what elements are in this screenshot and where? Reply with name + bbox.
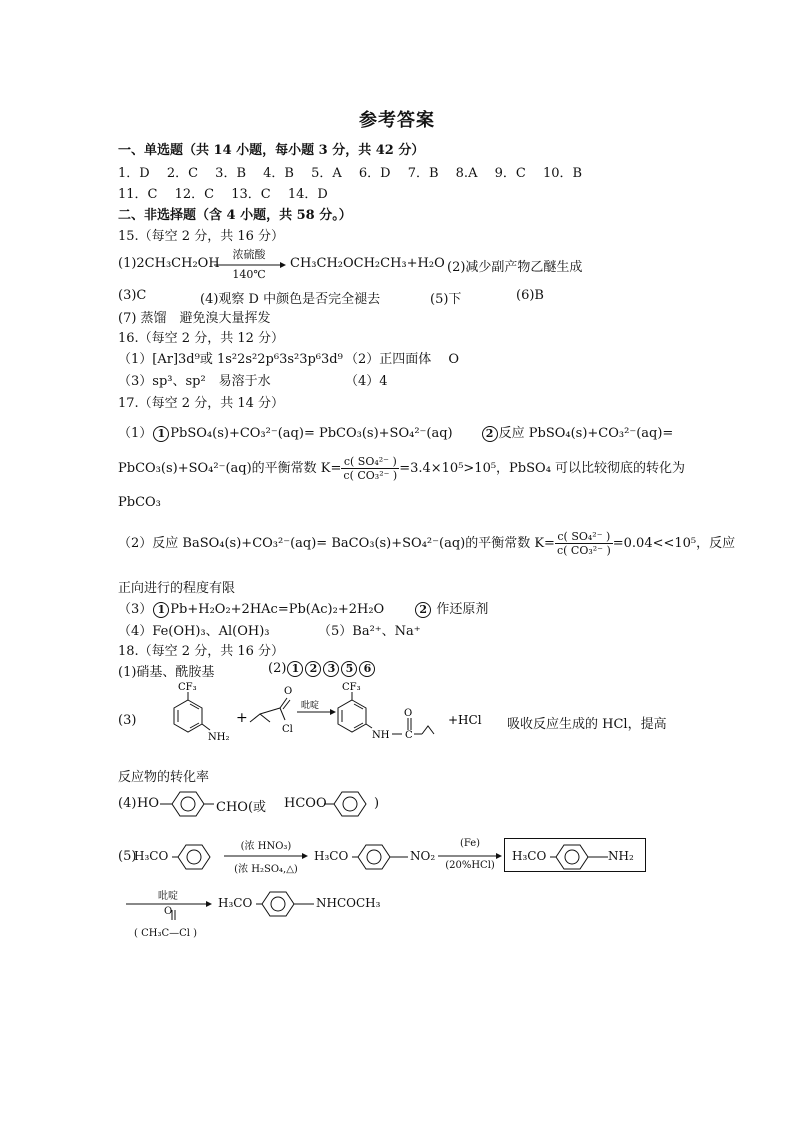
equilibrium-fraction <box>555 530 613 557</box>
benzene-ring-icon <box>550 840 612 874</box>
q17-a3-prefix: （3） <box>118 602 153 617</box>
q17-answer2-line2: 正向进行的程度有限 <box>118 581 236 596</box>
chlorine-label: Cl <box>282 724 293 735</box>
q15-answer7: (7) 蒸馏 避免溴大量挥发 <box>118 311 271 326</box>
acylation-condition-top: 吡啶 <box>158 891 178 902</box>
equilibrium-fraction <box>341 455 399 482</box>
q17-answer1-line2 <box>118 455 685 482</box>
benzene-ring-icon <box>256 887 318 921</box>
methoxy-label: H₃CO <box>134 849 169 863</box>
q17-a1-eq: PbSO₄(s)+CO₃²⁻(aq)= PbCO₃(s)+SO₄²⁻(aq) <box>170 426 453 441</box>
circled-number: 2 <box>482 426 498 442</box>
section1-answers-row2: 11．C 12．C 13．C 14．D <box>118 187 328 202</box>
q17-answer1-line3: PbCO₃ <box>118 495 161 510</box>
nitration-condition-top: (浓 HNO₃) <box>240 841 292 852</box>
nitration-condition-bottom: (浓 H₂SO₄,△) <box>234 864 298 875</box>
q18-a4-ho: HO <box>137 796 159 811</box>
q15-answer1-reactant: (1)2CH₃CH₂OH <box>118 256 220 271</box>
q17-a1-prefix: （1） <box>118 426 153 441</box>
q17-answer1-line1 <box>118 422 673 442</box>
circled-number: 3 <box>323 661 339 677</box>
q18-answer2 <box>268 661 376 677</box>
nh-label: NH <box>372 730 390 741</box>
q18-a4-label: (4) <box>118 796 137 811</box>
circled-number: 5 <box>341 661 357 677</box>
reduction-condition-bottom: (20%HCl) <box>445 860 495 871</box>
q15-answer5: (5)下 <box>430 292 462 307</box>
q18-a4-close: ) <box>374 796 380 811</box>
q17-answer3 <box>118 598 488 618</box>
q15-condition-top: 浓硫酸 <box>232 248 266 261</box>
fraction-numerator: c( SO₄²⁻ ) <box>555 530 613 544</box>
nh2-label: NH₂ <box>208 732 230 743</box>
q17-a1-line2-post: =3.4×10⁵>10⁵，PbSO₄ 可以比较彻底的转化为 <box>399 461 686 476</box>
amino-label: NH₂ <box>608 849 634 863</box>
section1-heading: 一、单选题（共 14 小题，每小题 3 分，共 42 分） <box>118 143 425 158</box>
q18-a5-label: (5) <box>118 849 137 864</box>
q18-header: 18.（每空 2 分，共 16 分） <box>118 644 285 659</box>
cf3-label: CF₃ <box>178 682 197 693</box>
cf3-label: CF₃ <box>342 682 361 693</box>
q17-a3-eq: Pb+H₂O₂+2HAc=Pb(Ac)₂+2H₂O <box>170 602 385 617</box>
q16-answer2: （2）正四面体 O <box>345 352 460 367</box>
reduction-condition-top: (Fe) <box>459 838 481 849</box>
q16-answer3: （3）sp³、sp² 易溶于水 <box>118 374 271 389</box>
amide-group-label: NHCOCH₃ <box>316 896 381 910</box>
q15-header: 15.（每空 2 分，共 16 分） <box>118 229 285 244</box>
q17-a2-post: =0.04<<10⁵，反应 <box>612 536 736 551</box>
q18-a4-cho: CHO(或 <box>216 800 267 815</box>
circled-number: 6 <box>359 661 375 677</box>
q17-a1-text2: 反应 PbSO₄(s)+CO₃²⁻(aq)= <box>498 426 674 441</box>
q18-a4-structures <box>160 787 400 821</box>
q16-answer4: （4）4 <box>345 374 388 389</box>
circled-number: 1 <box>153 426 169 442</box>
q16-answer1: （1）[Ar]3d⁹或 1s²2s²2p⁶3s²3p⁶3d⁹ <box>118 352 343 367</box>
q15-answer4: (4)观察 D 中颜色是否完全褪去 <box>200 292 381 307</box>
circled-number: 1 <box>153 602 169 618</box>
q15-answer3: (3)C <box>118 288 147 303</box>
q15-condition-bottom: 140℃ <box>232 268 266 281</box>
q18-a3-note2: 反应物的转化率 <box>118 770 210 785</box>
nitro-label: NO₂ <box>410 849 436 863</box>
q18-a4-hcoo: HCOO <box>284 796 327 811</box>
q17-header: 17.（每空 2 分，共 14 分） <box>118 396 285 411</box>
acylation-reaction-scheme <box>160 678 500 758</box>
section1-answers-row1: 1．D 2．C 3．B 4．B 5．A 6．D 7．B 8.A 9．C 10．B <box>118 166 583 181</box>
q15-answer1-product: CH₃CH₂OCH₂CH₃+H₂O <box>290 256 445 271</box>
q17-a1-line2-pre: PbCO₃(s)+SO₄²⁻(aq)的平衡常数 K= <box>118 461 342 476</box>
methoxy-label: H₃CO <box>512 849 547 863</box>
circled-number: 1 <box>287 661 303 677</box>
q17-answer5: （5）Ba²⁺、Na⁺ <box>318 624 421 639</box>
fraction-denominator: c( CO₃²⁻ ) <box>556 544 611 557</box>
reaction-arrow-icon <box>224 852 308 860</box>
section2-heading: 二、非选择题（含 4 小题，共 58 分。） <box>118 208 352 223</box>
q18-a3-label: (3) <box>118 713 137 728</box>
circled-number: 2 <box>305 661 321 677</box>
oxygen-label: O <box>284 686 293 697</box>
hcl-label: +HCl <box>448 713 482 727</box>
carbonyl-oxygen-label: O <box>164 906 173 917</box>
carbon-label: C <box>405 730 413 741</box>
fraction-numerator: c( SO₄²⁻ ) <box>341 455 399 469</box>
q18-answer1: (1)硝基、酰胺基 <box>118 665 215 680</box>
pyridine-condition: 吡啶 <box>301 701 320 711</box>
methoxy-label: H₃CO <box>218 896 253 910</box>
benzene-ring-icon <box>352 840 412 874</box>
benzene-ring-icon <box>172 840 220 874</box>
plus-sign: + <box>236 710 248 726</box>
q17-a2-pre: （2）反应 BaSO₄(s)+CO₃²⁻(aq)= BaCO₃(s)+SO₄²⁻(aq)的平衡常数 K= <box>118 536 555 551</box>
acylation-condition-bottom: ( CH₃C—Cl ) <box>134 928 198 939</box>
oxygen-label: O <box>404 708 413 719</box>
q17-a3-text2: 作还原剂 <box>436 602 489 617</box>
q15-answer6: (6)B <box>516 288 544 303</box>
page-title: 参考答案 <box>359 110 435 131</box>
q17-answer2-line1 <box>118 530 735 557</box>
circled-number: 2 <box>415 602 431 618</box>
methoxy-label: H₃CO <box>314 849 349 863</box>
q16-header: 16.（每空 2 分，共 12 分） <box>118 331 285 346</box>
reaction-arrow-icon <box>438 852 502 860</box>
q18-a3-note: 吸收反应生成的 HCl，提高 <box>507 717 667 732</box>
fraction-denominator: c( CO₃²⁻ ) <box>343 469 398 482</box>
q15-answer2: (2)减少副产物乙醚生成 <box>447 260 583 275</box>
q18-a2-prefix: (2) <box>268 661 287 676</box>
q17-answer4: （4）Fe(OH)₃、Al(OH)₃ <box>118 624 270 639</box>
